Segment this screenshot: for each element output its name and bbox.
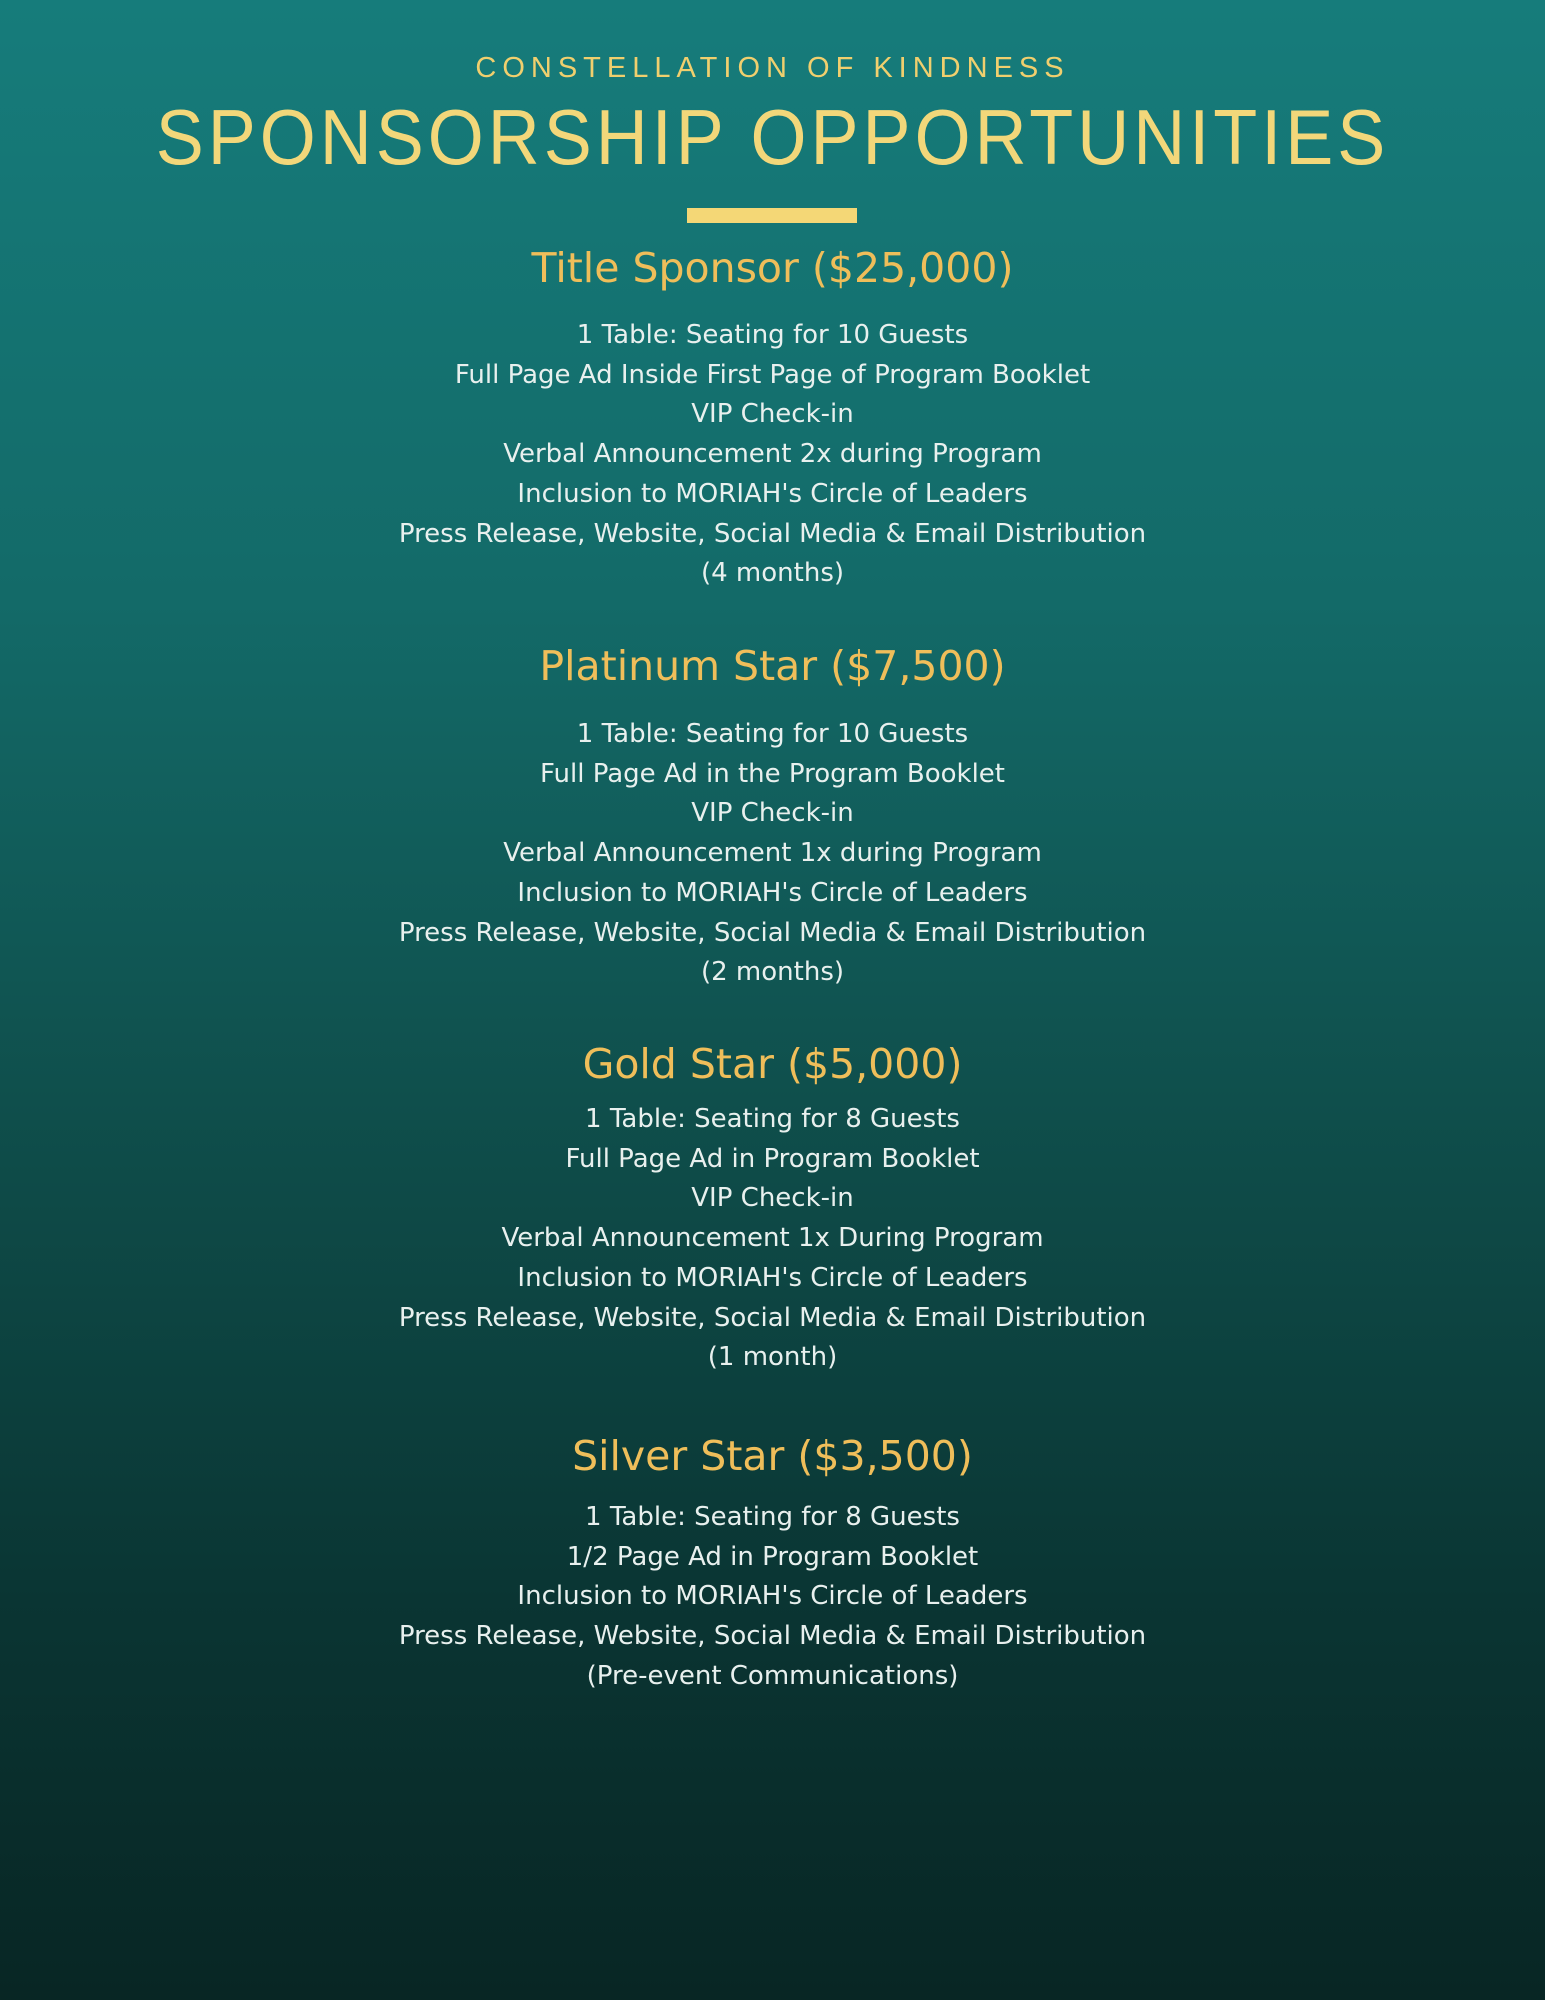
title-divider [687, 208, 857, 223]
benefit-item: Press Release, Website, Social Media & Email Distribution [398, 518, 1147, 549]
benefit-item: Full Page Ad in the Program Booklet [539, 758, 1006, 789]
event-name: CONSTELLATION OF KINDNESS [475, 52, 1070, 84]
tier-benefits-gold-star [0, 1100, 1545, 1378]
benefit-item: VIP Check-in [691, 399, 854, 430]
benefit-item: VIP Check-in [691, 798, 854, 829]
benefit-item: 1/2 Page Ad in Program Booklet [566, 1541, 979, 1572]
benefit-item: (4 months) [700, 558, 845, 589]
tier-title-gold-star: Gold Star ($5,000) [582, 1040, 963, 1088]
tier-benefits-platinum-star [0, 715, 1545, 993]
tier-title-title-sponsor: Title Sponsor ($25,000) [531, 244, 1014, 292]
benefit-item: Full Page Ad in Program Booklet [565, 1143, 980, 1174]
benefit-item: 1 Table: Seating for 10 Guests [576, 719, 969, 749]
benefit-item: (2 months) [700, 957, 845, 988]
tier-benefits-title-sponsor [0, 316, 1545, 594]
benefit-item: Press Release, Website, Social Media & Email Distribution [398, 917, 1147, 948]
benefit-item: VIP Check-in [691, 1183, 854, 1214]
tier-benefits-silver-star [0, 1498, 1545, 1697]
benefit-item: Verbal Announcement 1x During Program [501, 1223, 1044, 1254]
benefit-item: Inclusion to MORIAH's Circle of Leaders [517, 478, 1028, 509]
benefit-item: Full Page Ad Inside First Page of Program Booklet [454, 359, 1091, 390]
benefit-item: 1 Table: Seating for 8 Guests [585, 1104, 960, 1134]
page-title: SPONSORSHIP OPPORTUNITIES [155, 94, 1390, 182]
benefit-item: 1 Table: Seating for 10 Guests [576, 320, 969, 350]
benefit-item: Press Release, Website, Social Media & Email Distribution [398, 1621, 1147, 1652]
benefit-item: (1 month) [707, 1342, 838, 1373]
benefit-item: Inclusion to MORIAH's Circle of Leaders [517, 877, 1028, 908]
benefit-item: (Pre-event Communications) [586, 1660, 959, 1691]
benefit-item: Verbal Announcement 2x during Program [503, 439, 1042, 470]
tier-title-silver-star: Silver Star ($3,500) [572, 1432, 973, 1480]
benefit-item: 1 Table: Seating for 8 Guests [585, 1502, 960, 1532]
benefit-item: Inclusion to MORIAH's Circle of Leaders [517, 1262, 1028, 1293]
benefit-item: Inclusion to MORIAH's Circle of Leaders [517, 1581, 1028, 1612]
benefit-item: Verbal Announcement 1x during Program [503, 838, 1042, 869]
benefit-item: Press Release, Website, Social Media & Email Distribution [398, 1302, 1147, 1333]
tier-title-platinum-star: Platinum Star ($7,500) [539, 642, 1006, 690]
